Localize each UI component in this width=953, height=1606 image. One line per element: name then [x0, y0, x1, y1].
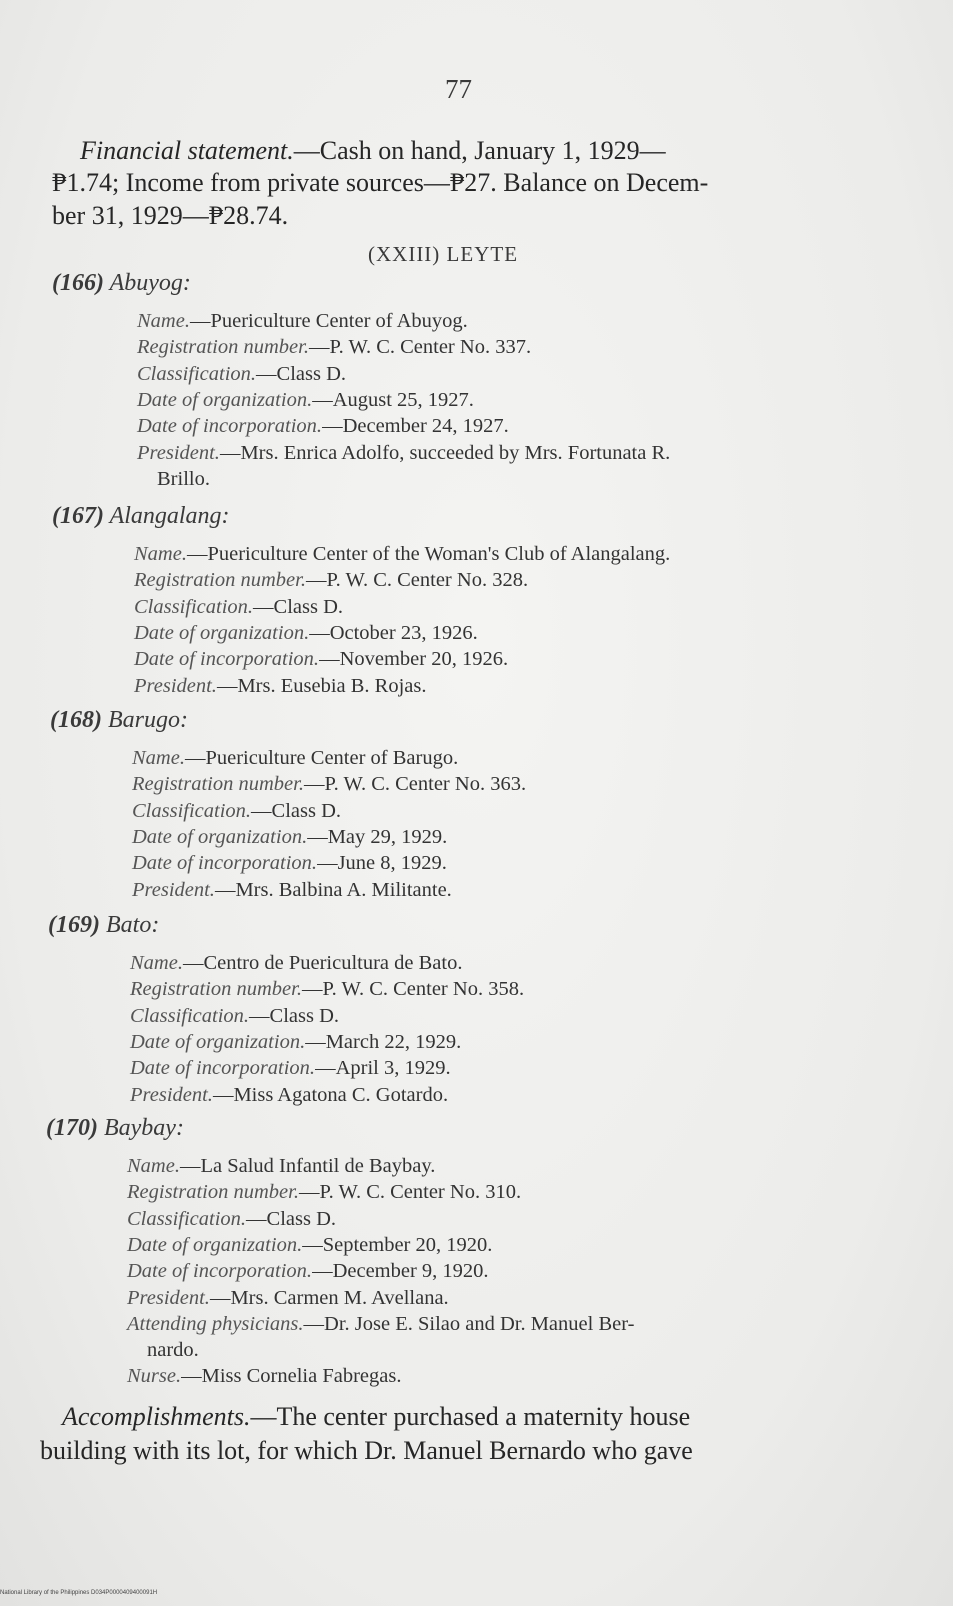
field-label: Classification. [134, 595, 254, 618]
entry-field [137, 310, 468, 333]
field-value: —P. W. C. Center No. 358. [301, 978, 525, 1001]
field-label: Name. [127, 1155, 180, 1177]
field-label: Classification. [130, 1004, 250, 1027]
field-label: Name. [137, 310, 190, 332]
entry-field [132, 747, 458, 770]
financial-statement-line-2: ₱1.74; Income from private sources—₱27. Balance on Decem- [52, 168, 709, 197]
field-value: —Dr. Jose E. Silao and Dr. Manuel Ber- [303, 1312, 635, 1335]
field-value: —June 8, 1929. [317, 852, 447, 875]
field-value: —La Salud Infantil de Baybay. [179, 1155, 436, 1177]
field-value: —December 24, 1927. [322, 415, 509, 438]
entry-field [130, 1031, 461, 1054]
entry-field [130, 1057, 451, 1080]
field-label: Classification. [132, 799, 252, 822]
entry-number: (169) [48, 912, 100, 938]
entry-field [132, 879, 452, 902]
field-label: Classification. [137, 362, 257, 385]
field-value: —Mrs. Balbina A. Militante. [214, 878, 452, 901]
field-label: Attending physicians. [127, 1312, 304, 1335]
field-label: Nurse. [127, 1365, 182, 1388]
entry-field [127, 1313, 634, 1336]
field-value: —Mrs. Carmen M. Avellana. [209, 1286, 449, 1309]
entry-title [52, 270, 191, 297]
financial-statement-line-3: ber 31, 1929—₱28.74. [52, 201, 289, 230]
entry-field [137, 363, 346, 386]
field-value: —Mrs. Enrica Adolfo, succeeded by Mrs. Fortunata R. [219, 441, 671, 464]
entry-number: (166) [52, 270, 104, 296]
entry-field [127, 1287, 449, 1310]
page-number: 77 [445, 74, 472, 104]
entry-field [132, 852, 447, 875]
field-label: Date of organization. [137, 388, 313, 411]
field-label: Date of incorporation. [130, 1057, 316, 1080]
field-label: Date of incorporation. [127, 1260, 313, 1283]
field-value: —September 20, 1920. [302, 1233, 493, 1256]
field-label: Registration number. [132, 773, 304, 796]
field-value: —Class D. [251, 799, 342, 822]
field-label: Classification. [127, 1207, 247, 1230]
entry-field [127, 1181, 521, 1204]
financial-statement-label: Financial statement. [80, 136, 294, 165]
field-continuation: nardo. [147, 1339, 199, 1362]
field-value: —Puericulture Center of Abuyog. [189, 310, 468, 332]
field-label: President. [127, 1286, 210, 1309]
field-label: Date of incorporation. [134, 648, 320, 671]
field-label: President. [134, 674, 217, 697]
field-label: Date of organization. [134, 621, 310, 644]
entry-number: (170) [46, 1115, 98, 1141]
entry-number: (168) [50, 707, 102, 733]
field-label: Date of organization. [132, 825, 308, 848]
entry-title [48, 912, 159, 939]
field-label: Registration number. [134, 569, 306, 592]
entry-field [130, 1005, 339, 1028]
entry-place: Abuyog: [109, 270, 191, 296]
entry-place: Alangalang: [109, 503, 230, 529]
accomplishments-label: Accomplishments. [62, 1402, 251, 1431]
financial-statement-line-1: Financial statement.—Cash on hand, January 1, 1929— [80, 136, 666, 165]
field-label: Name. [134, 543, 187, 565]
field-label: Date of incorporation. [137, 415, 323, 438]
field-label: Date of organization. [127, 1233, 303, 1256]
entry-field [130, 1084, 448, 1107]
field-label: Registration number. [137, 336, 309, 359]
entry-field [127, 1234, 492, 1257]
entry-field [134, 648, 508, 671]
field-label: Date of organization. [130, 1030, 306, 1053]
entry-place: Baybay: [103, 1115, 184, 1141]
entry-field [127, 1365, 401, 1388]
entry-field [130, 978, 524, 1001]
field-label: Name. [130, 952, 183, 974]
entry-field [132, 800, 341, 823]
entry-field [127, 1208, 336, 1231]
field-value: —P. W. C. Center No. 310. [298, 1181, 522, 1204]
field-value: —May 29, 1929. [307, 825, 448, 848]
entry-number: (167) [52, 503, 104, 529]
entry-field [137, 336, 531, 359]
entry-field [127, 1155, 435, 1178]
field-label: Registration number. [127, 1181, 299, 1204]
field-value: —Puericulture Center of Barugo. [184, 747, 459, 769]
entry-field [134, 569, 528, 592]
entry-field [132, 773, 526, 796]
field-label: President. [130, 1083, 213, 1106]
entry-field [132, 826, 447, 849]
field-value: —March 22, 1929. [305, 1030, 462, 1053]
entry-field [134, 596, 343, 619]
entry-field [137, 442, 670, 465]
accomplishments-line-2: building with its lot, for which Dr. Manuel Bernardo who gave [40, 1436, 693, 1465]
entry-field [127, 1260, 489, 1283]
section-heading: (XXIII) LEYTE [368, 242, 519, 266]
field-value: —Class D. [246, 1207, 337, 1230]
field-value: —Class D. [249, 1004, 340, 1027]
entry-field [134, 543, 670, 566]
entry-field [137, 415, 509, 438]
field-continuation: Brillo. [157, 467, 210, 490]
entry-place: Bato: [105, 912, 160, 938]
accomplishments-line-1: Accomplishments.—The center purchased a maternity house [62, 1402, 691, 1431]
entry-field [130, 952, 462, 975]
field-value: —December 9, 1920. [312, 1260, 489, 1283]
field-value: —Puericulture Center of the Woman's Club of Alangalang. [186, 543, 671, 565]
entry-place: Barugo: [107, 707, 188, 733]
field-value: —August 25, 1927. [312, 388, 474, 411]
entry-title [50, 707, 188, 734]
field-label: President. [137, 441, 220, 464]
field-value: —April 3, 1929. [315, 1057, 451, 1080]
field-value: —Mrs. Eusebia B. Rojas. [216, 674, 427, 697]
field-label: President. [132, 878, 215, 901]
field-value: —P. W. C. Center No. 328. [305, 569, 529, 592]
field-label: Date of incorporation. [132, 852, 318, 875]
field-value: —October 23, 1926. [309, 621, 478, 644]
field-label: Registration number. [130, 978, 302, 1001]
field-value: —Class D. [253, 595, 344, 618]
field-label: Name. [132, 747, 185, 769]
field-value: —Centro de Puericultura de Bato. [182, 952, 463, 974]
entry-field [134, 622, 478, 645]
field-value: —November 20, 1926. [319, 648, 509, 671]
field-value: —Miss Cornelia Fabregas. [181, 1365, 402, 1388]
entry-title [46, 1115, 184, 1142]
entry-title [52, 503, 230, 530]
entry-field [134, 675, 426, 698]
field-value: —P. W. C. Center No. 363. [303, 773, 527, 796]
field-value: —P. W. C. Center No. 337. [308, 336, 532, 359]
field-value: —Miss Agatona C. Gotardo. [212, 1083, 449, 1106]
scan-footer: National Library of the Philippines D034P0000409400091H [0, 1590, 158, 1596]
field-value: —Class D. [256, 362, 347, 385]
entry-field [137, 389, 474, 412]
